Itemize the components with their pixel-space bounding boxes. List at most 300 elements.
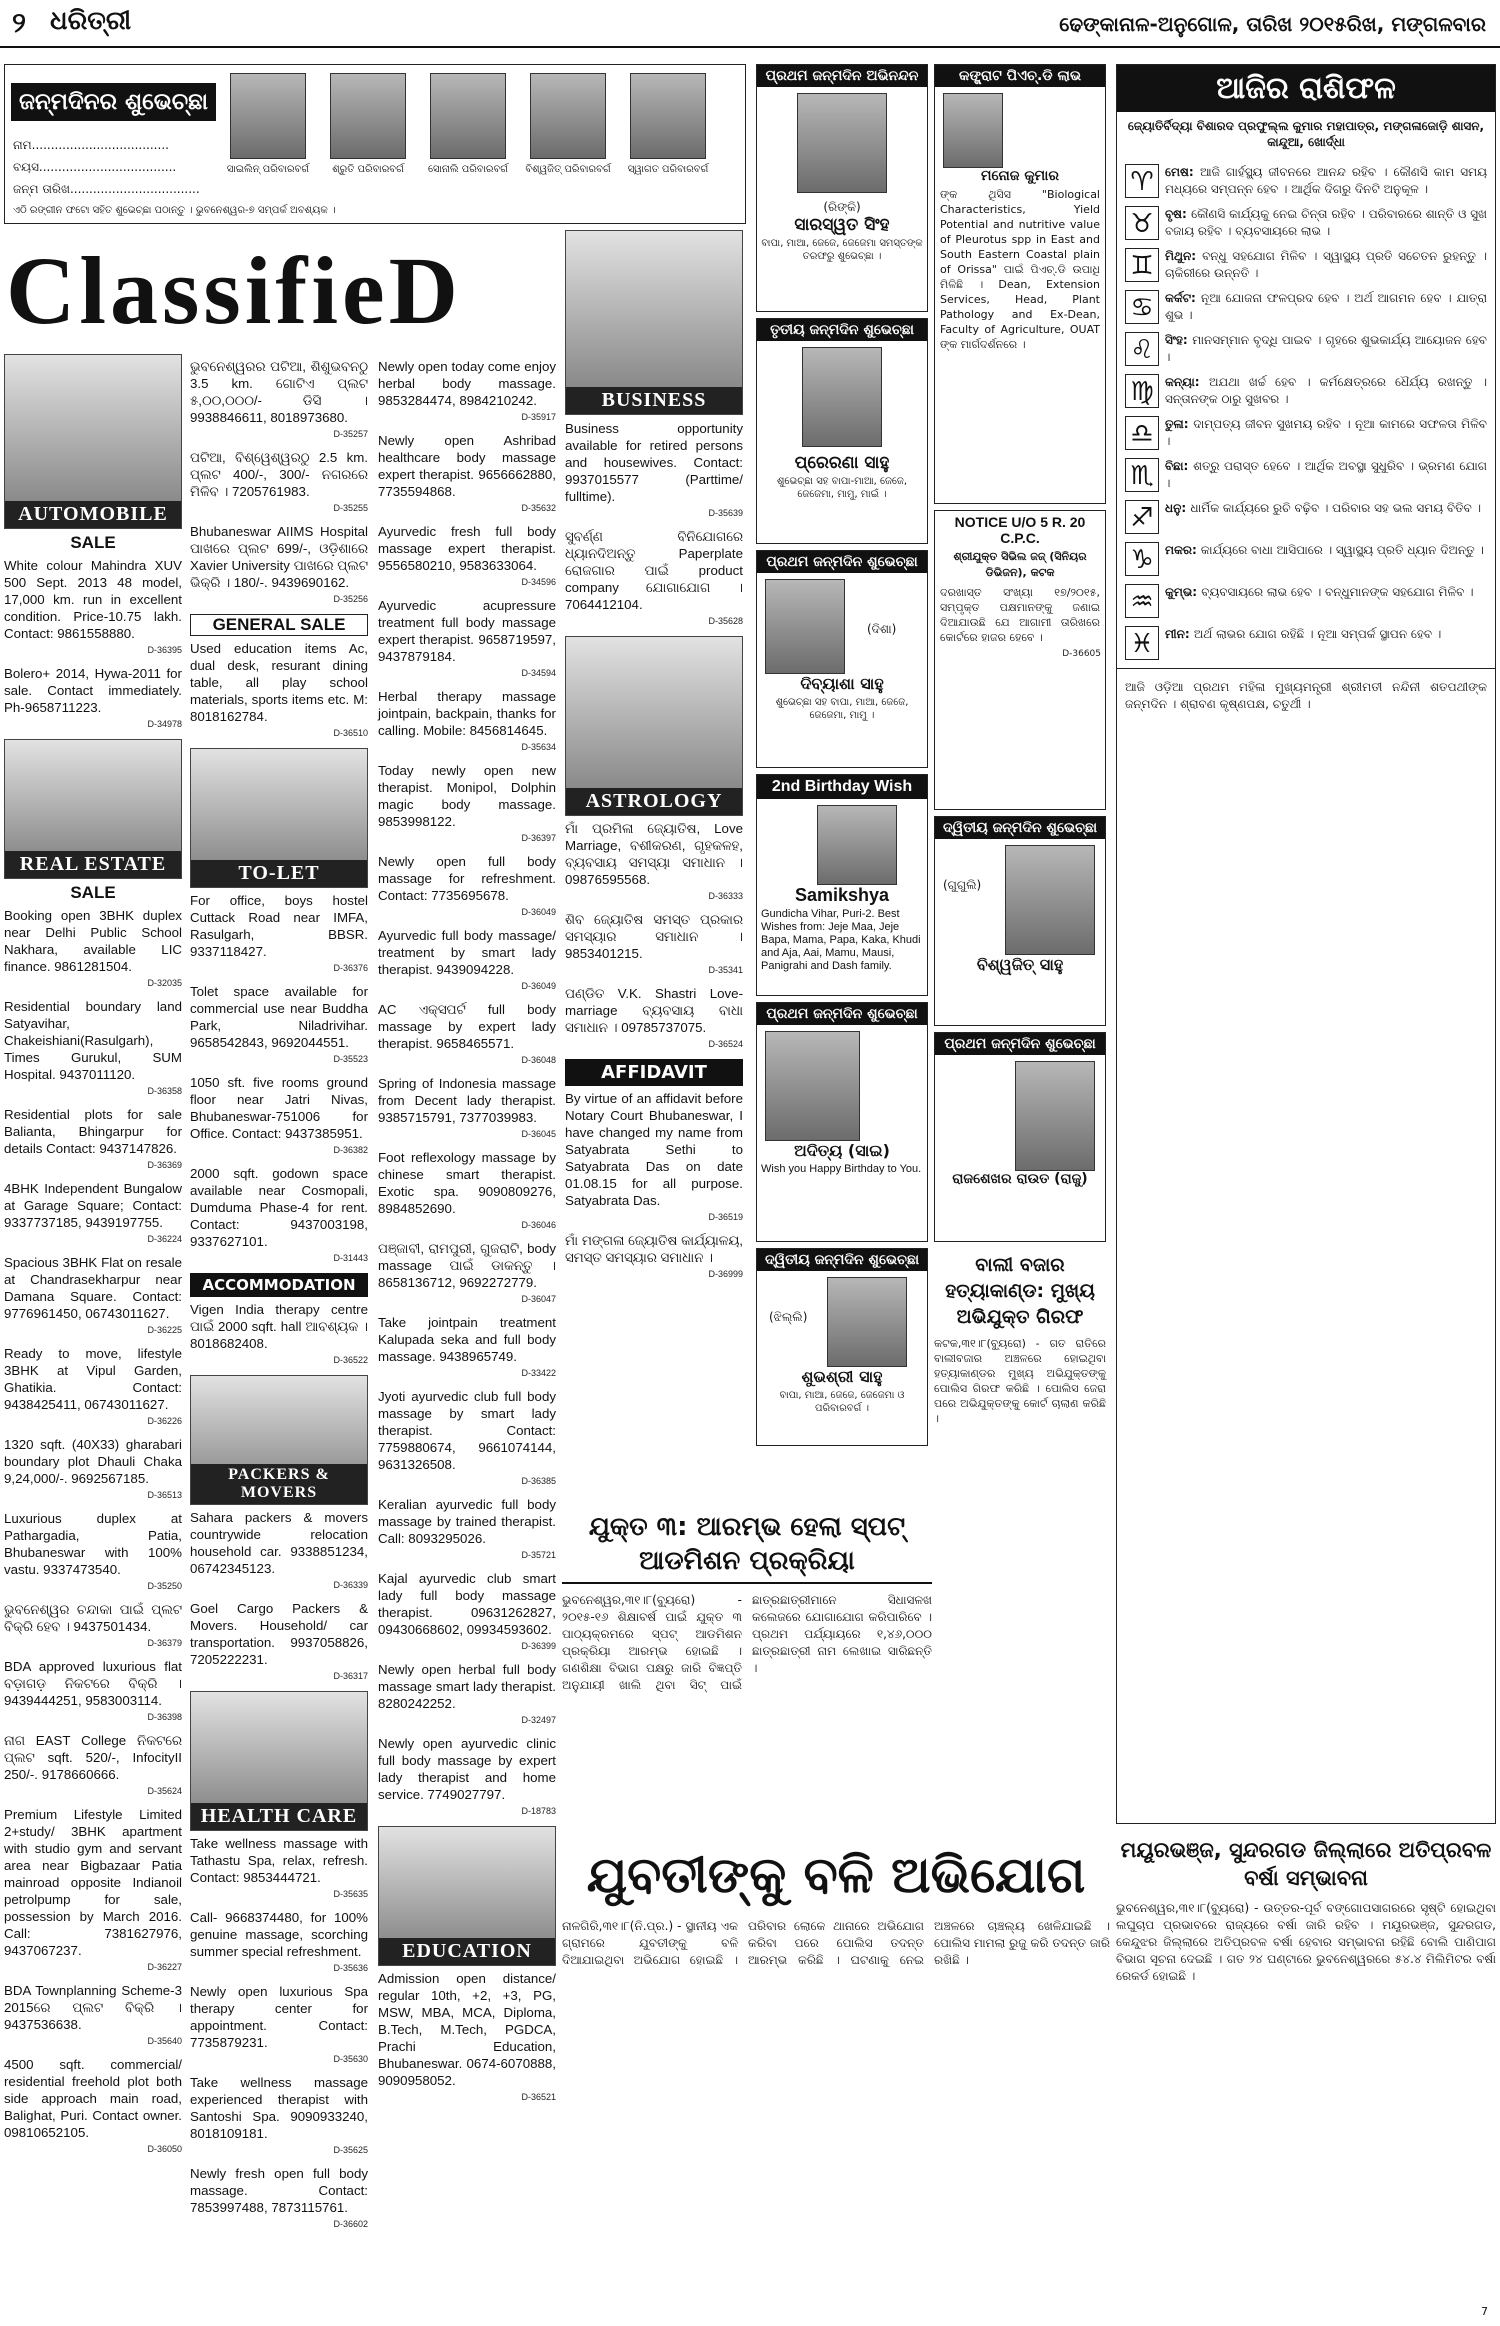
astrology-label: ASTROLOGY (566, 788, 742, 815)
classified-ad (378, 1661, 556, 1729)
classified-ad (378, 1001, 556, 1069)
child-photo (797, 93, 887, 193)
page-mark: 7 (1481, 2305, 1488, 2318)
ad-code: D-36521 (521, 2092, 556, 2102)
horoscope-title: ଆଜିର ରାଶିଫଳ (1117, 65, 1495, 112)
ad-code: D-36045 (521, 1129, 556, 1139)
child-name: ବିଶ୍ୱଜିତ୍ ସାହୁ (976, 955, 1064, 974)
greeting-second-wish (756, 1248, 928, 1446)
health-care-ad (190, 1909, 368, 1977)
ad-code: D-36369 (147, 1160, 182, 1170)
child-name: ରାଜଶେଖର ରାଉତ (ରାଜୁ) (952, 1171, 1088, 1187)
kid-caption: ବିଶ୍ୱଜିତ୍ ପରିବାରବର୍ଗ (525, 164, 611, 175)
ad-text: By virtue of an affidavit before Notary Court Bhubaneswar, I have changed my name from Satyabrata Sethi to Satyabrata Das on date 01.08.15 for all purpose. Satyabrata Das. (565, 1091, 743, 1208)
notice-text: ଦରଖାସ୍ତ ସଂଖ୍ୟା ୧୭/୨୦୧୫, ସମ୍ପୃକ୍ତ ପକ୍ଷମାନଙ୍କୁ ଜଣାଇ ଦିଆଯାଉଛି ଯେ ଆଗାମୀ ତାରିଖରେ କୋର୍ଟରେ ହାଜର ହେବେ । (940, 586, 1100, 644)
ad-text: Newly fresh open full body massage. Contact: 7853997488, 7873115761. (190, 2166, 368, 2215)
zodiac-entry (1125, 332, 1487, 366)
child-name: ଦିବ୍ୟାଶା ସାହୁ (800, 674, 884, 693)
real-estate-ad (4, 1180, 182, 1248)
child-message: ଶୁଭେଚ୍ଛା ସହ ବାପା-ମାଆ, ଜେଜେ, ଜେଜେମା, ମାମୁ, ମାଇଁ । (776, 476, 908, 500)
ad-text: Spacious 3BHK Flat on resale at Chandrasekharpur near Damana Square. Contact: 9776961450, 06743011627. (4, 1255, 182, 1321)
zodiac-text: କୌଣସି କାର୍ଯ୍ୟକୁ ନେଇ ଚିନ୍ତା ରହିବ । ପରିବାରରେ ଶାନ୍ତି ଓ ସୁଖ ବଜାୟ ରହିବ । ବ୍ୟବସାୟରେ ଲାଭ । (1165, 207, 1487, 238)
ad-code: D-35523 (333, 1054, 368, 1064)
ad-text: Spring of Indonesia massage from Decent lady therapist. 9385715791, 7377039983. (378, 1076, 556, 1125)
ad-code: D-35250 (147, 1581, 182, 1591)
ad-text: ଭୁବନେଶ୍ୱର ଚନ୍ଦାକା ପାଇଁ ପ୍ଲଟ ବିକ୍ରି ହେବ । 9437501434. (4, 1602, 182, 1634)
birthday-strip-title: ଜନ୍ମଦିନର ଶୁଭେଚ୍ଛା (11, 83, 216, 121)
real-estate-ad (4, 1806, 182, 1976)
ad-code: D-36602 (333, 2219, 368, 2229)
classified-ad (378, 1240, 556, 1308)
ad-code: D-36522 (333, 1355, 368, 1365)
zodiac-text: ଦାମ୍ପତ୍ୟ ଜୀବନ ସୁଖମୟ ରହିବ । ନୂଆ କାମରେ ସଫଳତା ମିଳିବ । (1165, 417, 1487, 448)
greeting-heading: ପ୍ରଥମ ଜନ୍ମଦିନ ଶୁଭେଚ୍ଛା (935, 1033, 1105, 1055)
greeting-heading: ଦ୍ୱିତୀୟ ଜନ୍ମଦିନ ଶୁଭେଚ୍ଛା (935, 817, 1105, 839)
zodiac-entry (1125, 374, 1487, 408)
zodiac-icon: ♉ (1125, 206, 1159, 240)
ad-code: D-35630 (333, 2054, 368, 2064)
ad-text: Booking open 3BHK duplex near Delhi Public School Nakhara, available LIC finance. 9861281504. (4, 908, 182, 974)
form-date: ଜନ୍ମ ତାରିଖ.................................. (13, 182, 200, 196)
zodiac-entry (1125, 206, 1487, 240)
business-ad (565, 420, 743, 522)
zodiac-name: ସିଂହ: (1165, 333, 1193, 347)
ad-text: Jyoti ayurvedic club full body massage by smart lady therapist. Contact: 7759880674, 9661074144, 9631326508. (378, 1389, 556, 1472)
ad-code: D-36513 (147, 1490, 182, 1500)
ad-text: ନାଗ EAST College ନିକଟରେ ପ୍ଲଟ sqft. 520/-, InfocityII 250/-. 9178660666. (4, 1733, 182, 1782)
to-let-label: TO-LET (191, 860, 367, 887)
zodiac-entry (1125, 542, 1487, 576)
to-let-ad (190, 1165, 368, 1267)
packers-ad (190, 1600, 368, 1685)
kid-photo (630, 73, 706, 159)
ad-text: Vigen India therapy centre ପାଇଁ 2000 sqft. hall ଆବଶ୍ୟକ । 8018682408. (190, 1302, 368, 1351)
real-estate-ad (4, 907, 182, 992)
ad-code: D-36395 (147, 645, 182, 655)
affidavit-ad (565, 1090, 743, 1226)
ad-code: D-32035 (147, 978, 182, 988)
ad-text: Ready to move, lifestyle 3BHK at Vipul Garden, Ghatikia. Contact: 9438425411, 06743011627. (4, 1346, 182, 1412)
zodiac-name: ବିଛା: (1165, 459, 1194, 473)
ad-text: Newly open ayurvedic clinic full body massage by expert lady therapist and home service. 7749027797. (378, 1736, 556, 1802)
to-let-ad (190, 983, 368, 1068)
real-estate-label: REAL ESTATE (5, 851, 181, 878)
ad-code: D-36399 (521, 1641, 556, 1651)
notice-code: D-36605 (1062, 649, 1101, 659)
ad-code: D-35256 (333, 594, 368, 604)
to-let-image (190, 748, 368, 888)
rain-headline: ମୟୂରଭଞ୍ଜ, ସୁନ୍ଦରଗଡ ଜିଲ୍ଲାରେ ଅତିପ୍ରବଳ ବର୍ଷା ସମ୍ଭାବନା (1120, 1838, 1492, 1890)
zodiac-text: ଅଯଥା ଖର୍ଚ୍ଚ ହେବ । କର୍ମକ୍ଷେତ୍ରରେ ଧୈର୍ଯ୍ୟ ରଖନ୍ତୁ । ସନ୍ତାନଙ୍କ ଠାରୁ ସୁଖବର । (1165, 375, 1487, 406)
dateline: ଢେଙ୍କାନାଳ-ଅନୁଗୋଳ, ତାରିଖ ୨୦୧୫ରିଖ, ମଙ୍ଗଳବାର (1059, 12, 1486, 36)
accommodation-heading: ACCOMMODATION (190, 1273, 368, 1297)
kid-caption: ସ୍ୱାଗତ ପରିବାରବର୍ଗ (627, 164, 709, 175)
health-care-ad (190, 2074, 368, 2159)
ad-text: For office, boys hostel Cuttack Road near IMFA, Rasulgarh, BBSR. 9337118427. (190, 893, 368, 959)
greeting-first-wish-4 (934, 1032, 1106, 1242)
health-care-image (190, 1691, 368, 1831)
ad-code: D-35635 (333, 1889, 368, 1899)
zodiac-text: ବ୍ୟବସାୟରେ ଲାଭ ହେବ । ବନ୍ଧୁମାନଙ୍କ ସହଯୋଗ ମିଳିବ । (1201, 585, 1474, 599)
lead-headline: ଯୁକ୍ତ ୩: ଆରମ୍ଭ ହେଲା ସ୍ପଟ୍ ଆଡମିଶନ ପ୍ରକ୍ରିୟା (562, 1510, 932, 1584)
astrology-image (565, 636, 743, 816)
zodiac-name: କନ୍ୟା: (1165, 375, 1209, 389)
general-sale-ad (190, 640, 368, 742)
ad-text: Sahara packers & movers countrywide relocation household car. 9338851234, 06742345123. (190, 1510, 368, 1576)
packers-ad (190, 1509, 368, 1594)
ad-text: Admission open distance/ regular 10th, +2, +3, PG, MSW, MBA, MCA, Diploma, B.Tech, M.Tech, PGDCA, Prachi Education, Bhubaneswar. 0674-6070888, 9090958052. (378, 1971, 556, 2088)
ad-code: D-36339 (333, 1580, 368, 1590)
real-estate-ad (4, 1106, 182, 1174)
astrology-ad (565, 911, 743, 979)
real-estate-ad (4, 2056, 182, 2158)
child-message: ବାପା, ମାଆ, ଜେଜେ, ଜେଜେମା ସମସ୍ତଙ୍କ ତରଫରୁ ଶୁଭେଚ୍ଛା । (761, 238, 923, 262)
classified-ad (378, 1075, 556, 1143)
ad-code: D-36524 (708, 1039, 743, 1049)
child-name: Samikshya (794, 885, 890, 905)
horoscope-note: ଆଜି ଓଡ଼ିଆ ପ୍ରଥମ ମହିଳା ମୁଖ୍ୟମନ୍ତ୍ରୀ ଶ୍ରୀମତୀ ନନ୍ଦିନୀ ଶତପଥୀଙ୍କ ଜନ୍ମଦିନ । ଶ୍ରାବଣ କୃଷ୍ଣପକ୍ଷ, ଚତୁର୍ଥୀ । (1117, 668, 1495, 723)
classified-ad (378, 853, 556, 921)
zodiac-text: ବନ୍ଧୁ ସହଯୋଗ ମିଳିବ । ସ୍ୱାସ୍ଥ୍ୟ ପ୍ରତି ସଚେତନ ରୁହନ୍ତୁ । ଚାକିରୀରେ ଉନ୍ନତି । (1165, 249, 1487, 280)
classified-ad (190, 449, 368, 517)
astrology-ad (565, 820, 743, 905)
health-care-label: HEALTH CARE (191, 1803, 367, 1830)
strip-footer: ଏଠି ରଙ୍ଗୀନ ଫଟୋ ସହିତ ଶୁଭେଚ୍ଛା ପଠାନ୍ତୁ । ଭୁବନେଶ୍ୱର-୭ ସମ୍ପର୍କ ଅବଶ୍ୟକ । (13, 205, 336, 216)
ad-code: D-36225 (147, 1325, 182, 1335)
lead-story (562, 1510, 932, 1830)
greeting-first-wish-3 (756, 1002, 928, 1242)
accused-headline: ଯୁବତୀଙ୍କୁ ବଳି ଅଭିଯୋଗ (586, 1846, 1086, 1904)
ad-text: Residential boundary land Satyavihar, Chakeishiani(Rasulgarh), Times Gurukul, SUM Hospital. 9437011120. (4, 999, 182, 1082)
ad-code: D-35639 (708, 508, 743, 518)
ad-code: D-31443 (333, 1253, 368, 1263)
real-estate-ad (4, 1436, 182, 1504)
ad-text: Take wellness massage with Tathastu Spa, relax, refresh. Contact: 9853444721. (190, 1836, 368, 1885)
ad-text: Foot reflexology massage by chinese smart therapist. Exotic spa. 9090809276, 8984852690. (378, 1150, 556, 1216)
ad-text: ଭୁବନେଶ୍ୱରର ପଟିଆ, ଶିଶୁଭବନଠୁ 3.5 km. ଗୋଟିଏ ପ୍ଲଟ ୫,୦୦,୦୦୦/- ଡିସି । 9938846611, 8018973680. (190, 359, 368, 425)
phd-congrats (934, 64, 1106, 504)
ad-text: BDA Townplanning Scheme-3 2015ରେ ପ୍ଲଟ ବିକ୍ରି । 9437536638. (4, 1983, 182, 2032)
zodiac-text: ନୂଆ ଯୋଜନା ଫଳପ୍ରଦ ହେବ । ଅର୍ଥ ଆଗମନ ହେବ । ଯାତ୍ରା ଶୁଭ । (1165, 291, 1487, 322)
child-nick: (ରିଙ୍କି) (823, 200, 861, 214)
education-ad (378, 1970, 556, 2106)
child-photo (827, 1277, 907, 1367)
packers-label: PACKERS & MOVERS (191, 1464, 367, 1504)
classified-ad (190, 358, 368, 443)
accused-story (562, 1840, 1110, 2310)
zodiac-entry (1125, 626, 1487, 660)
child-message: Wish you Happy Birthday to You. (761, 1163, 922, 1175)
sale-heading-2: SALE (70, 883, 116, 902)
child-name: ଅଦିତ୍ୟ (ସାଇ) (794, 1141, 890, 1160)
crime-body: କଟକ,୩୧।୮(ବ୍ୟୁରୋ) - ଗତ ରାତିରେ ବାଲୀବଜାର ଅଞ୍ଚଳରେ ହୋଇଥିବା ହତ୍ୟାକାଣ୍ଡର ମୁଖ୍ୟ ଅଭିଯୁକ୍ତଙ୍କୁ ପୋଲିସ ଗିରଫ କରିଛି । ପୋଲିସ ଜେରା ପରେ ଅଭିଯୁକ୍ତଙ୍କୁ କୋର୍ଟ ଚାଲାଣ କରିଛି । (934, 1337, 1106, 1425)
greeting-first-wish (756, 64, 928, 312)
horoscope (1116, 64, 1496, 1824)
ad-text: Bolero+ 2014, Hywa-2011 for sale. Contact immediately. Ph-9658711223. (4, 666, 182, 715)
classified-col-4 (565, 420, 743, 1289)
child-photo (765, 1031, 860, 1141)
ad-text: BDA approved luxurious flat ବଡ଼ାଗଡ଼ ନିକଟରେ ବିକ୍ରି । 9439444251, 9583003114. (4, 1659, 182, 1708)
ad-code: D-35634 (521, 742, 556, 752)
ad-code: D-35632 (521, 503, 556, 513)
ad-code: D-35917 (521, 412, 556, 422)
ad-code: D-35628 (708, 616, 743, 626)
ad-text: ମାଁ ମଙ୍ଗଳା ଜ୍ୟୋତିଷ କାର୍ଯ୍ୟାଳୟ, ସମସ୍ତ ସମସ୍ୟାର ସମାଧାନ । (565, 1233, 743, 1265)
real-estate-ad (4, 1658, 182, 1726)
ad-code: D-36358 (147, 1086, 182, 1096)
accommodation-ad (190, 1301, 368, 1369)
ad-code: D-36226 (147, 1416, 182, 1426)
ad-text: ପଟିଆ, ବିଶ୍ୱେଶ୍ୱରଠୁ 2.5 km. ପ୍ଲଟ 400/-, 300/- ନଗରରେ ମିଳିବ । 7205761983. (190, 450, 368, 499)
child-nick: (ଗୁଗୁଲି) (943, 878, 982, 892)
ad-code: D-36398 (147, 1712, 182, 1722)
ad-text: Keralian ayurvedic full body massage by trained therapist. Call: 8093295026. (378, 1497, 556, 1546)
ad-text: Kajal ayurvedic club smart lady full body massage therapist. 09631262827, 09430668602, 09934593602. (378, 1571, 556, 1637)
ad-text: ପଣ୍ଡିତ V.K. Shastri Love-marriage ବ୍ୟବସାୟ ବାଧା ସମାଧାନ । 09785737075. (565, 986, 743, 1035)
zodiac-entry (1125, 458, 1487, 492)
ad-code: D-36376 (333, 963, 368, 973)
automobile-ad (4, 557, 182, 659)
ad-code: D-36333 (708, 891, 743, 901)
greeting-heading: ପ୍ରଥମ ଜନ୍ମଦିନ ଅଭିନନ୍ଦନ (757, 65, 927, 87)
automobile-label: AUTOMOBILE (5, 501, 181, 528)
to-let-ad (190, 1074, 368, 1159)
ad-text: 4500 sqft. commercial/ residential freehold plot both side approach main road, Balighat, Puri. Contact owner. 09810652105. (4, 2057, 182, 2140)
classified-col-3 (378, 358, 556, 2112)
greeting-third-wish (756, 318, 928, 544)
kid-photo (230, 73, 306, 159)
form-age: ବୟସ.................................... (13, 160, 177, 174)
ad-code: D-35624 (147, 1786, 182, 1796)
horoscope-byline: ଜ୍ୟୋତିର୍ବିଦ୍ୟା ବିଶାରଦ ପ୍ରଫୁଲ୍ଲ କୁମାର ମହାପାତ୍ର, ମଙ୍ଗଳାଜୋଡ଼ି ଶାସନ, କାନ୍ଦୁଆ, ଖୋର୍ଦ୍ଧା (1127, 119, 1485, 149)
automobile-image (4, 354, 182, 529)
classified-ad (565, 1232, 743, 1283)
real-estate-ad (4, 1601, 182, 1652)
classified-ad (378, 1314, 556, 1382)
ad-code: D-34978 (147, 719, 182, 729)
classified-ad (378, 1388, 556, 1490)
greeting-second-wish-2 (934, 816, 1106, 1026)
classified-col-1 (4, 354, 182, 2164)
general-sale-heading: GENERAL SALE (190, 614, 368, 636)
classified-ad (378, 1496, 556, 1564)
real-estate-ad (4, 1982, 182, 2050)
zodiac-name: କର୍କଟ: (1165, 291, 1201, 305)
zodiac-entry (1125, 248, 1487, 282)
classified-ad (378, 927, 556, 995)
ad-code: D-36510 (333, 728, 368, 738)
business-label: BUSINESS (566, 387, 742, 414)
child-message: ଶୁଭେଚ୍ଛା ସହ ବାପା, ମାଆ, ଜେଜେ, ଜେଜେମା, ମାମୁ । (775, 697, 909, 721)
ad-code: D-36519 (708, 1212, 743, 1222)
child-message: Gundicha Vihar, Puri-2. Best Wishes from: Jeje Maa, Jeje Bapa, Mama, Papa, Kaka, Khudi and Aja, Aai, Mamu, Mausi, Panigrahi and Dash family. (761, 908, 921, 972)
zodiac-name: ମୀନ: (1165, 627, 1194, 641)
ad-text: Newly open full body massage for refreshment. Contact: 7735695678. (378, 854, 556, 903)
classified-ad (378, 523, 556, 591)
ad-text: Ayurvedic fresh full body massage expert therapist. 9556580210, 9583633064. (378, 524, 556, 573)
ad-code: D-35257 (333, 429, 368, 439)
birthday-strip (4, 64, 746, 224)
ad-text: Newly open luxurious Spa therapy center for appointment. Contact: 7735879231. (190, 1984, 368, 2050)
greeting-heading: 2nd Birthday Wish (757, 775, 927, 799)
child-photo (802, 347, 882, 447)
real-estate-ad (4, 1510, 182, 1595)
ad-code: D-35341 (708, 965, 743, 975)
form-name: ନାମ.................................... (13, 138, 169, 152)
ad-text: ସୁବର୍ଣ୍ଣ ବିନିଯୋଗରେ ଧ୍ୟାନଦିଅନ୍ତୁ Paperplate ରୋଜଗାର ପାଇଁ product company ଯୋଗାଯୋଗ । 7064412104. (565, 529, 743, 612)
child-name: ପ୍ରେରଣା ସାହୁ (794, 453, 890, 473)
ad-text: ଶିବ ଜ୍ୟୋତିଷ ସମସ୍ତ ପ୍ରକାର ସମସ୍ୟାର ସମାଧାନ । 9853401215. (565, 912, 743, 961)
health-care-ad (190, 1983, 368, 2068)
scholar-photo (943, 93, 1003, 168)
zodiac-text: ଆଜି ଗାର୍ହସ୍ଥ୍ୟ ଜୀବନରେ ଆନନ୍ଦ ରହିବ । କୌଣସି କାମ ସମୟ ମଧ୍ୟରେ ସମ୍ପନ୍ନ ହେବ । ଆର୍ଥିକ ଦିଗରୁ ଦିନଟି ଅନୁକୂଳ । (1165, 165, 1487, 196)
zodiac-icon: ♒ (1125, 584, 1159, 618)
ad-code: D-36049 (521, 981, 556, 991)
ad-code: D-36049 (521, 907, 556, 917)
child-name: ସାରସ୍ୱତ ସିଂହ (794, 215, 890, 235)
child-photo (1005, 845, 1095, 955)
zodiac-name: ବୃଷ: (1165, 207, 1192, 221)
child-message: ବାପା, ମାଆ, ଜେଜେ, ଜେଜେମା ଓ ପରିବାରବର୍ଗ । (779, 1390, 905, 1414)
zodiac-icon: ♍ (1125, 374, 1159, 408)
ad-text: Take wellness massage experienced therapist with Santoshi Spa. 9090933240, 8018109181. (190, 2075, 368, 2141)
ad-text: Business opportunity available for retired persons and housewives. Contact: 9937015577 (Parttime/ fulltime). (565, 421, 743, 504)
ad-code: D-35255 (333, 503, 368, 513)
classified-ad (378, 358, 556, 426)
child-nick: (ଦିଶା) (867, 622, 897, 636)
page-number: ୨ (12, 6, 26, 39)
zodiac-icon: ♌ (1125, 332, 1159, 366)
ad-text: Luxurious duplex at Pathargadia, Patia, Bhubaneswar with 100% vastu. 9337473540. (4, 1511, 182, 1577)
greeting-heading: ପ୍ରଥମ ଜନ୍ମଦିନ ଶୁଭେଚ୍ଛା (757, 551, 927, 573)
real-estate-ad (4, 998, 182, 1100)
zodiac-name: ତୁଳା: (1165, 417, 1194, 431)
kid-caption: ଶ୍ରୁତି ପରିବାରବର୍ଗ (332, 164, 404, 175)
kid-photo (530, 73, 606, 159)
child-name: ଶୁଭଶ୍ରୀ ସାହୁ (801, 1367, 883, 1386)
packers-image (190, 1375, 368, 1505)
ad-code: D-18783 (521, 1806, 556, 1816)
classified-ad (378, 762, 556, 847)
kid-caption: ସୋନାଲି ପରିବାରବର୍ଗ (428, 164, 508, 175)
ad-code: D-36047 (521, 1294, 556, 1304)
classified-ad (378, 597, 556, 682)
newspaper-name: ଧରିତ୍ରୀ (50, 6, 132, 36)
ad-text: 1320 sqft. (40X33) gharabari boundary plot Dhauli Chaka 9,24,000/-. 9692567185. (4, 1437, 182, 1486)
greeting-heading: ପ୍ରଥମ ଜନ୍ମଦିନ ଶୁଭେଚ୍ଛା (757, 1003, 927, 1025)
kid-caption: ସାଇଲିନ୍ ପରିବାରବର୍ଗ (226, 164, 310, 175)
lead-body: ଭୁବନେଶ୍ୱର,୩୧।୮(ବ୍ୟୁରୋ) - ୨୦୧୫-୧୬ ଶିକ୍ଷାବର୍ଷ ପାଇଁ ଯୁକ୍ତ ୩ ପାଠ୍ୟକ୍ରମରେ ସ୍ପଟ୍ ଆଡମିଶନ ପ୍ରକ୍ରିୟା ଆରମ୍ଭ ହୋଇଛି । ଗଣଶିକ୍ଷା ବିଭାଗ ପକ୍ଷରୁ ଜାରି ବିଜ୍ଞପ୍ତି ଅନୁଯାୟୀ ଖାଲି ଥିବା ସିଟ୍ ପାଇଁ ଛାତ୍ରଛାତ୍ରୀମାନେ ସିଧାସଳଖ କଲେଜରେ ଯୋଗାଯୋଗ କରିପାରିବେ । ପ୍ରଥମ ପର୍ଯ୍ୟାୟରେ ୧,୪୬,୦୦୦ ଛାତ୍ରଛାତ୍ରୀ ନାମ ଲେଖାଇ ସାରିଛନ୍ତି । (562, 1593, 932, 1692)
child-nick: (ଝିଲ୍ଲି) (769, 1310, 808, 1324)
zodiac-icon: ♏ (1125, 458, 1159, 492)
zodiac-icon: ♊ (1125, 248, 1159, 282)
ad-text: ମାଁ ପ୍ରମିଳା ଜ୍ୟୋତିଷ, Love Marriage, ବଶୀକରଣ, ଗୃହକଳହ, ବ୍ୟବସାୟ ସମସ୍ୟା ସମାଧାନ । 09876595568. (565, 821, 743, 887)
zodiac-icon: ♋ (1125, 290, 1159, 324)
classified-ad (378, 1570, 556, 1655)
zodiac-name: ମେଷ: (1165, 165, 1201, 179)
court-notice (934, 510, 1106, 810)
ad-code: D-36046 (521, 1220, 556, 1230)
ad-code: D-36385 (521, 1476, 556, 1486)
congrats-text: ଙ୍କ ଥିସିସ "Biological Characteristics, Yield Potential and nutritive value of Pleurotus spp in East and South Eastern Coastal plain of Orissa" ପାଇଁ ପିଏଚ୍.ଡି ଉପାଧି ମିଳିଛି । Dean, Extension Services, Head, Plant Pathology and Ex-Dean, Faculty of Agriculture, OUAT ଙ୍କ ମାର୍ଗଦର୍ଶନରେ । (940, 188, 1100, 351)
classified-col-2 (190, 358, 368, 2239)
zodiac-entry (1125, 500, 1487, 534)
zodiac-entry (1125, 584, 1487, 618)
notice-court: ଶ୍ରୀଯୁକ୍ତ ସିଭିଲ ଜଜ୍ (ସିନିୟର ଡିଭିଜନ), କଟକ (953, 550, 1087, 579)
ad-code: D-36227 (147, 1962, 182, 1972)
zodiac-icon: ♎ (1125, 416, 1159, 450)
ad-text: 2000 sqft. godown space available near Cosmopali, Dumduma Phase-4 for rent. Contact: 9437003198, 9337627101. (190, 1166, 368, 1249)
real-estate-ad (4, 1732, 182, 1800)
greeting-heading: ତୃତୀୟ ଜନ୍ମଦିନ ଶୁଭେଚ୍ଛା (757, 319, 927, 341)
education-image (378, 1826, 556, 1966)
notice-title: NOTICE U/O 5 R. 20 C.P.C. (954, 514, 1086, 546)
zodiac-name: ମକର: (1165, 543, 1201, 557)
ad-code: D-36382 (333, 1145, 368, 1155)
ad-code: D-35721 (521, 1550, 556, 1560)
ad-text: Goel Cargo Packers & Movers. Household/ car transportation. 9937058826, 7205222231. (190, 1601, 368, 1667)
ad-text: AC ଏକ୍ସପର୍ଟ full body massage by expert lady therapist. 9658465571. (378, 1002, 556, 1051)
crime-story (934, 1252, 1106, 1482)
greeting-heading: ଦ୍ୱିତୀୟ ଜନ୍ମଦିନ ଶୁଭେଚ୍ଛା (757, 1249, 927, 1271)
zodiac-icon: ♓ (1125, 626, 1159, 660)
ad-text: Newly open herbal full body massage smart lady therapist. 8280242252. (378, 1662, 556, 1711)
kid-photo (430, 73, 506, 159)
health-care-ad (190, 1835, 368, 1903)
ad-text: Tolet space available for commercial use near Buddha Park, Niladrivihar. 9658542843, 9692044551. (190, 984, 368, 1050)
ad-text: Ayurvedic acupressure treatment full body massage expert therapist. 9658719597, 9437879184. (378, 598, 556, 664)
ad-code: D-34594 (521, 668, 556, 678)
ad-code: D-36224 (147, 1234, 182, 1244)
zodiac-icon: ♐ (1125, 500, 1159, 534)
classified-ad (378, 688, 556, 756)
affidavit-heading: AFFIDAVIT (565, 1059, 743, 1086)
classified-ad (378, 1149, 556, 1234)
zodiac-icon: ♑ (1125, 542, 1159, 576)
ad-code: D-36050 (147, 2144, 182, 2154)
ad-text: Take jointpain treatment Kalupada seka and full body massage. 9438965749. (378, 1315, 556, 1364)
ad-text: Call- 9668374480, for 100% genuine massage, scorching summer special refreshment. (190, 1910, 368, 1959)
ad-text: Newly open today come enjoy herbal body massage. 9853284474, 8984210242. (378, 359, 556, 408)
congrats-heading: କଙ୍ଗ୍ରାଟ ପିଏଚ୍.ଡି ଲାଭ (935, 65, 1105, 87)
crime-headline: ବାଲୀ ବଜାର ହତ୍ୟାକାଣ୍ଡ: ମୁଖ୍ୟ ଅଭିଯୁକ୍ତ ଗିରଫ (945, 1254, 1095, 1328)
classified-ad (378, 1735, 556, 1820)
rain-story (1116, 1836, 1496, 2306)
ad-code: D-35625 (333, 2145, 368, 2155)
ad-code: D-36379 (147, 1638, 182, 1648)
zodiac-text: ଅର୍ଥ ଲାଭର ଯୋଗ ରହିଛି । ନୂଆ ସମ୍ପର୍କ ସ୍ଥାପନ ହେବ । (1193, 627, 1442, 641)
zodiac-name: ମିଥୁନ: (1165, 249, 1203, 263)
ad-text: Premium Lifestyle Limited 2+study/ 3BHK apartment with studio gym and servant area near Bigbazaar Patia mainroad opposite Indianoil petrolpump for sale, possession by March 2016. Call: 7381627976, 9437067237. (4, 1807, 182, 1958)
ad-text: Ayurvedic full body massage/ treatment by smart lady therapist. 9439094228. (378, 928, 556, 977)
accused-body: ନାଳଗିରି,୩୧।୮(ନି.ପ୍ର.) - ସ୍ଥାନୀୟ ଏକ ଗ୍ରାମରେ ଯୁବତୀଙ୍କୁ ବଳି ଦିଆଯାଇଥିବା ଅଭିଯୋଗ ହୋଇଛି । ପରିବାର ଲୋକେ ଥାନାରେ ଅଭିଯୋଗ କରିବା ପରେ ପୋଲିସ ତଦନ୍ତ ଆରମ୍ଭ କରିଛି । ଘଟଣାକୁ ନେଇ ଅଞ୍ଚଳରେ ଚାଞ୍ଚଲ୍ୟ ଖେଳିଯାଇଛି । ପୋଲିସ ମାମଲା ରୁଜୁ କରି ତଦନ୍ତ ଜାରି ରଖିଛି । (562, 1919, 1110, 1967)
ad-code: D-36317 (333, 1671, 368, 1681)
ad-code: D-35636 (333, 1963, 368, 1973)
ad-text: Used education items Ac, dual desk, resurant dining table, all play school materials, sports items etc. M: 8018162784. (190, 641, 368, 724)
ad-text: 1050 sft. five rooms ground floor near Jatri Nivas, Bhubaneswar-751006 for Office. Contact: 9437385951. (190, 1075, 368, 1141)
kid-photo (330, 73, 406, 159)
business-ad (565, 528, 743, 630)
ad-code: D-33422 (521, 1368, 556, 1378)
zodiac-icon: ♈ (1125, 164, 1159, 198)
ad-text: 4BHK Independent Bungalow at Garage Square; Contact: 9337737185, 9439197755. (4, 1181, 182, 1230)
sale-heading: SALE (70, 533, 116, 552)
astrology-ad (565, 985, 743, 1053)
business-image (565, 230, 743, 415)
ad-text: Today newly open new therapist. Monipol, Dolphin magic body massage. 9853998122. (378, 763, 556, 829)
ad-code: D-35640 (147, 2036, 182, 2046)
zodiac-entry (1125, 416, 1487, 450)
